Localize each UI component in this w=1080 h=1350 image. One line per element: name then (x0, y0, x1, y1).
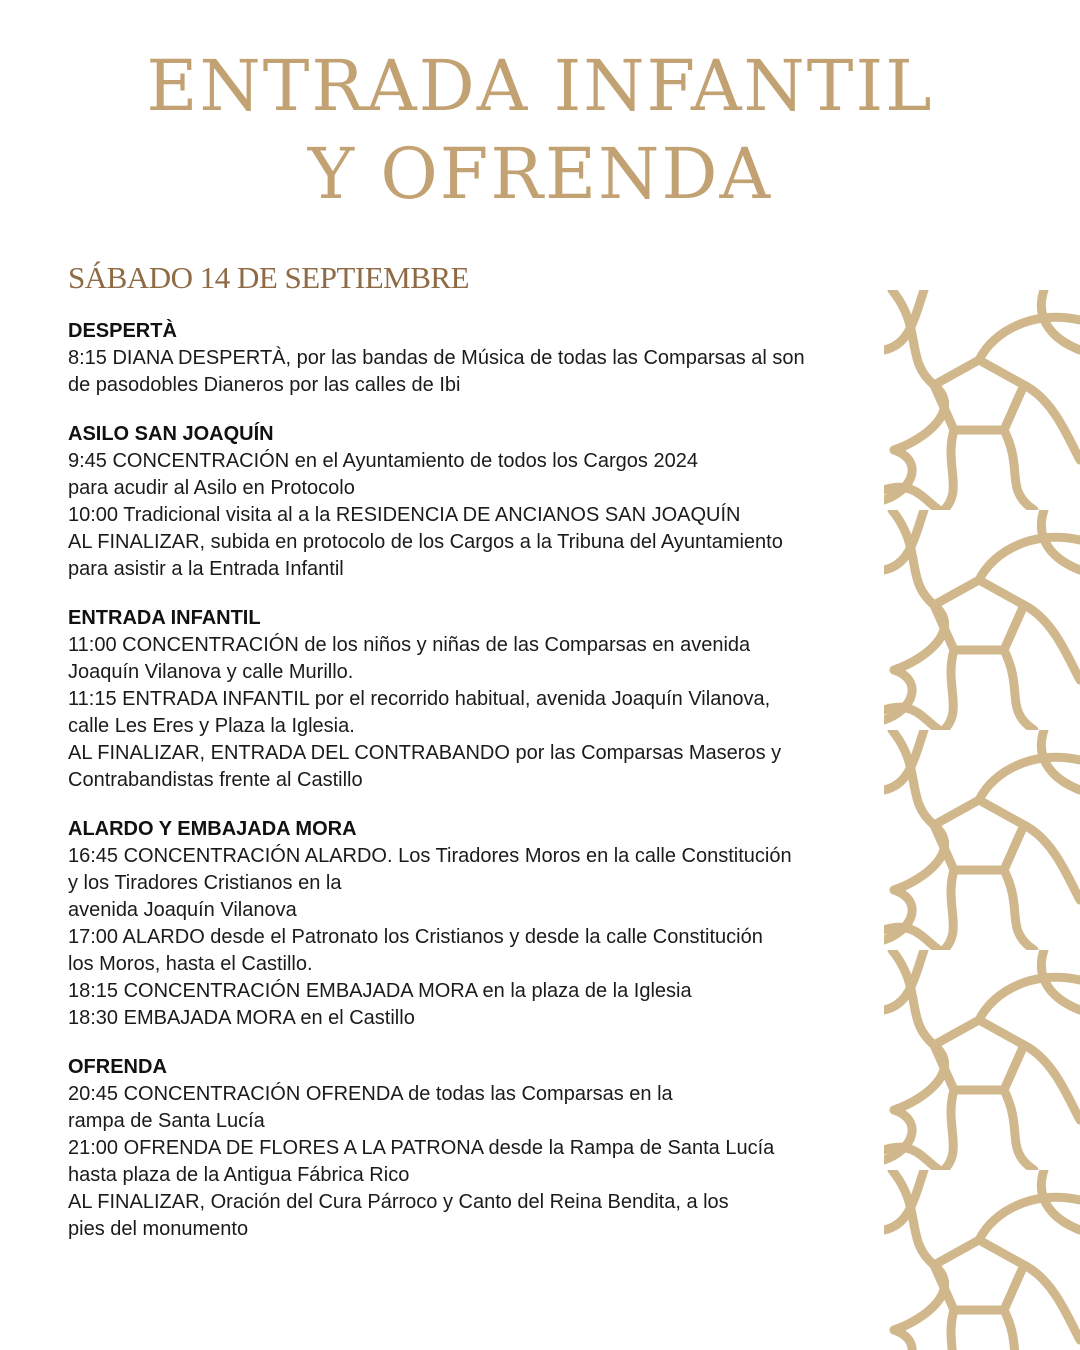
section-line: AL FINALIZAR, subida en protocolo de los Cargos a la Tribuna del Ayuntamiento (68, 531, 783, 553)
section-asilo (68, 421, 858, 583)
section-line: hasta plaza de la Antigua Fábrica Rico (68, 1164, 410, 1186)
section-line: 16:45 CONCENTRACIÓN ALARDO. Los Tiradores Moros en la calle Constitución (68, 845, 792, 867)
section-heading: OFRENDA (68, 1056, 167, 1078)
section-line: 17:00 ALARDO desde el Patronato los Cristianos y desde la calle Constitución (68, 926, 763, 948)
date-heading: SÁBADO 14 DE SEPTIEMBRE (68, 260, 470, 295)
section-line: calle Les Eres y Plaza la Iglesia. (68, 715, 355, 737)
section-line: AL FINALIZAR, Oración del Cura Párroco y Canto del Reina Bendita, a los (68, 1191, 729, 1213)
section-desperta (68, 318, 858, 399)
section-line: para asistir a la Entrada Infantil (68, 558, 344, 580)
section-line: 21:00 OFRENDA DE FLORES A LA PATRONA desde la Rampa de Santa Lucía (68, 1137, 775, 1159)
section-line: los Moros, hasta el Castillo. (68, 953, 313, 975)
section-line: para acudir al Asilo en Protocolo (68, 477, 355, 499)
section-line: 11:00 CONCENTRACIÓN de los niños y niñas de las Comparsas en avenida (68, 634, 751, 656)
section-line: rampa de Santa Lucía (68, 1110, 265, 1132)
section-line: Joaquín Vilanova y calle Murillo. (68, 661, 354, 683)
title-line-1: ENTRADA INFANTIL (146, 45, 934, 127)
section-line: de pasodobles Dianeros por las calles de Ibi (68, 374, 461, 396)
section-line: 18:30 EMBAJADA MORA en el Castillo (68, 1007, 415, 1029)
section-alardo (68, 816, 858, 1032)
section-line: pies del monumento (68, 1218, 249, 1240)
section-line: 18:15 CONCENTRACIÓN EMBAJADA MORA en la plaza de la Iglesia (68, 980, 692, 1002)
title-line-2: Y OFRENDA (307, 133, 773, 215)
section-line: avenida Joaquín Vilanova (68, 899, 297, 921)
section-line: 10:00 Tradicional visita al a la RESIDENCIA DE ANCIANOS SAN JOAQUÍN (68, 504, 741, 526)
section-heading: ENTRADA INFANTIL (68, 607, 261, 629)
section-entrada-infantil (68, 605, 858, 794)
program-list (68, 318, 858, 1265)
section-line: Contrabandistas frente al Castillo (68, 769, 363, 791)
section-line: 20:45 CONCENTRACIÓN OFRENDA de todas las Comparsas en la (68, 1083, 673, 1105)
section-line: 9:45 CONCENTRACIÓN en el Ayuntamiento de todos los Cargos 2024 (68, 450, 698, 472)
section-line: 8:15 DIANA DESPERTÀ, por las bandas de Música de todas las Comparsas al son (68, 347, 805, 369)
page-title (0, 42, 1080, 218)
section-ofrenda (68, 1054, 858, 1243)
section-line: 11:15 ENTRADA INFANTIL por el recorrido habitual, avenida Joaquín Vilanova, (68, 688, 771, 710)
section-heading: ALARDO Y EMBAJADA MORA (68, 818, 357, 840)
section-heading: DESPERTÀ (68, 320, 177, 342)
section-line: AL FINALIZAR, ENTRADA DEL CONTRABANDO por las Comparsas Maseros y (68, 742, 782, 764)
section-line: y los Tiradores Cristianos en la (68, 872, 342, 894)
arabesque-pattern-decoration (884, 290, 1080, 1350)
section-heading: ASILO SAN JOAQUÍN (68, 423, 274, 445)
